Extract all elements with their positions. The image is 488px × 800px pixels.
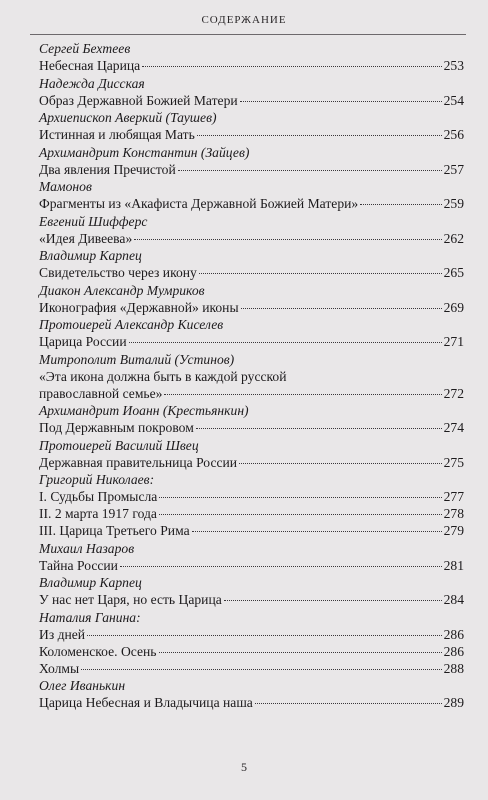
toc-entry [39, 574, 464, 608]
toc-author: Протоиерей Александр Киселев [39, 317, 224, 332]
toc-entry [39, 144, 464, 178]
toc-author: Владимир Карпец [39, 575, 142, 590]
toc-entry [39, 109, 464, 143]
toc-item[interactable] [39, 195, 464, 212]
toc-item-title: Царица России [39, 334, 127, 349]
toc-item-title: Свидетельство через икону [39, 265, 197, 280]
dot-leader [224, 600, 442, 601]
toc-item-page: 262 [443, 230, 464, 246]
toc-item-page: 277 [443, 489, 464, 504]
dot-leader [178, 170, 442, 171]
toc-item-page: 265 [443, 265, 464, 280]
dot-leader [129, 342, 442, 343]
toc-entry [39, 213, 464, 247]
toc-item[interactable] [39, 57, 464, 74]
toc-item-title: Истинная и любящая Мать [39, 127, 195, 142]
toc-item-title: Державная правительница России [39, 454, 238, 470]
toc-author: Евгений Шифферс [39, 213, 148, 229]
toc-item[interactable] [39, 591, 464, 608]
dot-leader [81, 669, 442, 670]
toc-item-page: 272 [443, 385, 464, 401]
toc-author: Григорий Николаев: [39, 472, 155, 487]
toc-item-page: 274 [443, 420, 464, 435]
toc-item[interactable] [39, 643, 464, 660]
toc-item[interactable] [39, 385, 464, 402]
dot-leader [159, 514, 442, 515]
toc-author: Протоиерей Василий Швец [39, 437, 199, 453]
toc-author: Сергей Бехтеев [39, 41, 131, 56]
toc-item-title: Царица Небесная и Владычица наша [39, 695, 253, 710]
toc-author: Архимандрит Иоанн (Крестьянкин) [39, 403, 249, 418]
toc-item[interactable] [39, 694, 464, 711]
toc-entry [39, 540, 464, 574]
toc-item-page: 254 [443, 92, 464, 108]
toc-item-page: 288 [443, 660, 464, 676]
toc-entry [39, 247, 464, 281]
toc-item-title: Два явления Пречистой [39, 161, 176, 177]
toc-entry [39, 178, 464, 212]
toc-item-title: Из дней [39, 626, 86, 642]
toc-author: Митрополит Виталий (Устинов) [39, 351, 235, 367]
running-header: СОДЕРЖАНИЕ [201, 14, 287, 26]
dot-leader [134, 239, 441, 240]
dot-leader [199, 273, 442, 274]
toc-item-page: 281 [443, 557, 464, 573]
toc-item-page: 284 [443, 592, 464, 607]
toc-item-page: 253 [443, 58, 464, 73]
toc-item[interactable] [39, 299, 464, 316]
toc-item-page: 257 [443, 161, 464, 177]
toc-item[interactable] [39, 522, 464, 539]
toc-item-title: Тайна России [39, 557, 118, 573]
dot-leader [87, 635, 442, 636]
dot-leader [120, 566, 442, 567]
toc-item[interactable] [39, 333, 464, 350]
dot-leader [241, 308, 442, 309]
toc-item-page: 289 [443, 695, 464, 710]
toc-item[interactable] [39, 454, 464, 471]
toc-item-title: православной семье» [39, 385, 163, 401]
toc-entry [39, 282, 464, 316]
toc-item-title: Коломенское. Осень [39, 643, 157, 659]
dot-leader [255, 703, 442, 704]
toc-item-page: 259 [443, 196, 464, 211]
dot-leader [239, 463, 442, 464]
toc-item-page: 278 [443, 506, 464, 521]
toc-author: Надежда Дисская [39, 75, 145, 91]
toc-entry [39, 40, 464, 74]
toc-author: Олег Иванькин [39, 678, 126, 693]
toc-entry [39, 351, 464, 402]
toc-item-title: I. Судьбы Промысла [39, 489, 158, 504]
dot-leader [360, 204, 441, 205]
toc-author: Михаил Назаров [39, 540, 135, 556]
toc-item[interactable] [39, 126, 464, 143]
toc-author: Мамонов [39, 179, 92, 194]
toc-item[interactable] [39, 557, 464, 574]
dot-leader [197, 135, 442, 136]
toc-item-title: «Идея Дивеева» [39, 230, 133, 246]
toc-item-title: Холмы [39, 660, 80, 676]
toc-item[interactable] [39, 92, 464, 109]
toc-item[interactable] [39, 660, 464, 677]
toc-author: Диакон Александр Мумриков [39, 282, 205, 298]
toc-item-title: Под Державным покровом [39, 420, 194, 435]
toc-item-page: 269 [443, 299, 464, 315]
dot-leader [192, 531, 442, 532]
toc-item[interactable] [39, 505, 464, 522]
toc-item-page: 286 [443, 643, 464, 659]
header-divider [30, 34, 466, 35]
toc-entry [39, 75, 464, 109]
toc-item-page: 256 [443, 127, 464, 142]
toc-author: Архимандрит Константин (Зайцев) [39, 144, 250, 160]
toc-entry [39, 402, 464, 436]
toc-item-page: 279 [443, 523, 464, 538]
dot-leader [196, 428, 442, 429]
toc-author: Архиепископ Аверкий (Таушев) [39, 110, 217, 125]
toc-item-title: Образ Державной Божией Матери [39, 92, 238, 108]
dot-leader [159, 652, 442, 653]
toc-item-page: 271 [443, 334, 464, 349]
toc-item[interactable] [39, 230, 464, 247]
toc-title-line: «Эта икона должна быть в каждой русской [39, 368, 287, 384]
page-number: 5 [241, 760, 247, 774]
toc-item[interactable] [39, 264, 464, 281]
toc-item-title: Фрагменты из «Акафиста Державной Божией Матери» [39, 196, 359, 211]
table-of-contents [39, 40, 464, 712]
toc-item[interactable] [39, 626, 464, 643]
toc-item[interactable] [39, 161, 464, 178]
toc-item-title: Иконография «Державной» иконы [39, 299, 239, 315]
toc-entry [39, 437, 464, 471]
dot-leader [164, 394, 441, 395]
toc-item[interactable] [39, 488, 464, 505]
toc-author: Наталия Ганина: [39, 609, 141, 625]
toc-item-title: III. Царица Третьего Рима [39, 523, 190, 538]
toc-entry [39, 609, 464, 677]
toc-item-title: II. 2 марта 1917 года [39, 506, 157, 521]
toc-item-title: У нас нет Царя, но есть Царица [39, 592, 222, 607]
toc-item-page: 286 [443, 626, 464, 642]
toc-entry [39, 677, 464, 711]
dot-leader [159, 497, 441, 498]
toc-item[interactable] [39, 419, 464, 436]
toc-author: Владимир Карпец [39, 248, 142, 263]
dot-leader [142, 66, 441, 67]
toc-item-title: Небесная Царица [39, 58, 141, 73]
toc-entry [39, 316, 464, 350]
dot-leader [240, 101, 442, 102]
toc-entry [39, 471, 464, 539]
toc-item-page: 275 [443, 454, 464, 470]
